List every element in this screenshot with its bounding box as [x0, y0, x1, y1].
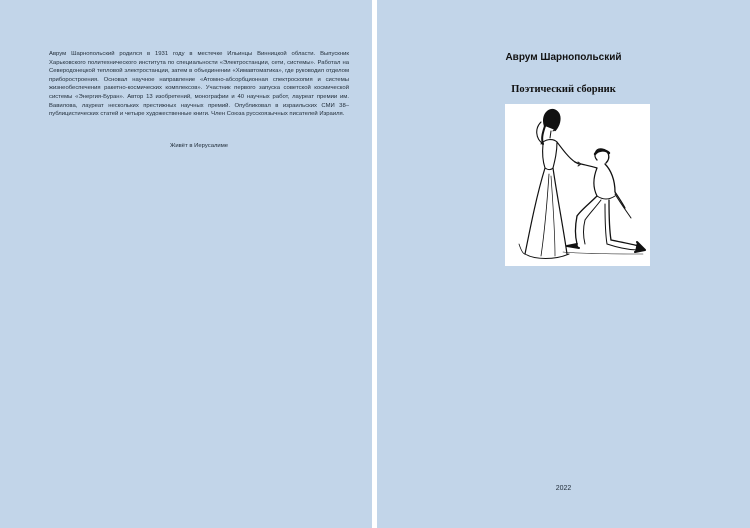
author-name: Аврум Шарнопольский: [505, 52, 622, 63]
author-residence: Живёт в Иерусалиме: [169, 143, 229, 149]
publication-year: 2022: [555, 485, 572, 492]
author-biography: Аврум Шарнопольский родился в 1931 году в местечке Ильинцы Винницкой области. Выпускник Харьковского политехнического института по специальности «Электростанции, сети, системы». Работал на Северодонецкой тепловой электростанции, затем в объединении «Химавтоматика», где руководил отделом приборостроения. Основал научное направление «Атомно-абсорбционная спектроскопия и системы жизнеобеспечения ракетно-космических комплексов». Участник первого запуска советской космической системы «Энергия-Буран». Автор 13 изобретений, монографии и 40 научных работ, лауреат премии им. Вавилова, лауреат нескольких престижных научных премий. Опубликовал в израильских СМИ 38– публицистических статей и четыре художественные книги. Член Союза русскоязычных писателей Израиля.: [49, 51, 349, 118]
kneeling-proposal-sketch-icon: [505, 104, 650, 266]
book-subtitle: Поэтический сборник: [511, 84, 616, 95]
